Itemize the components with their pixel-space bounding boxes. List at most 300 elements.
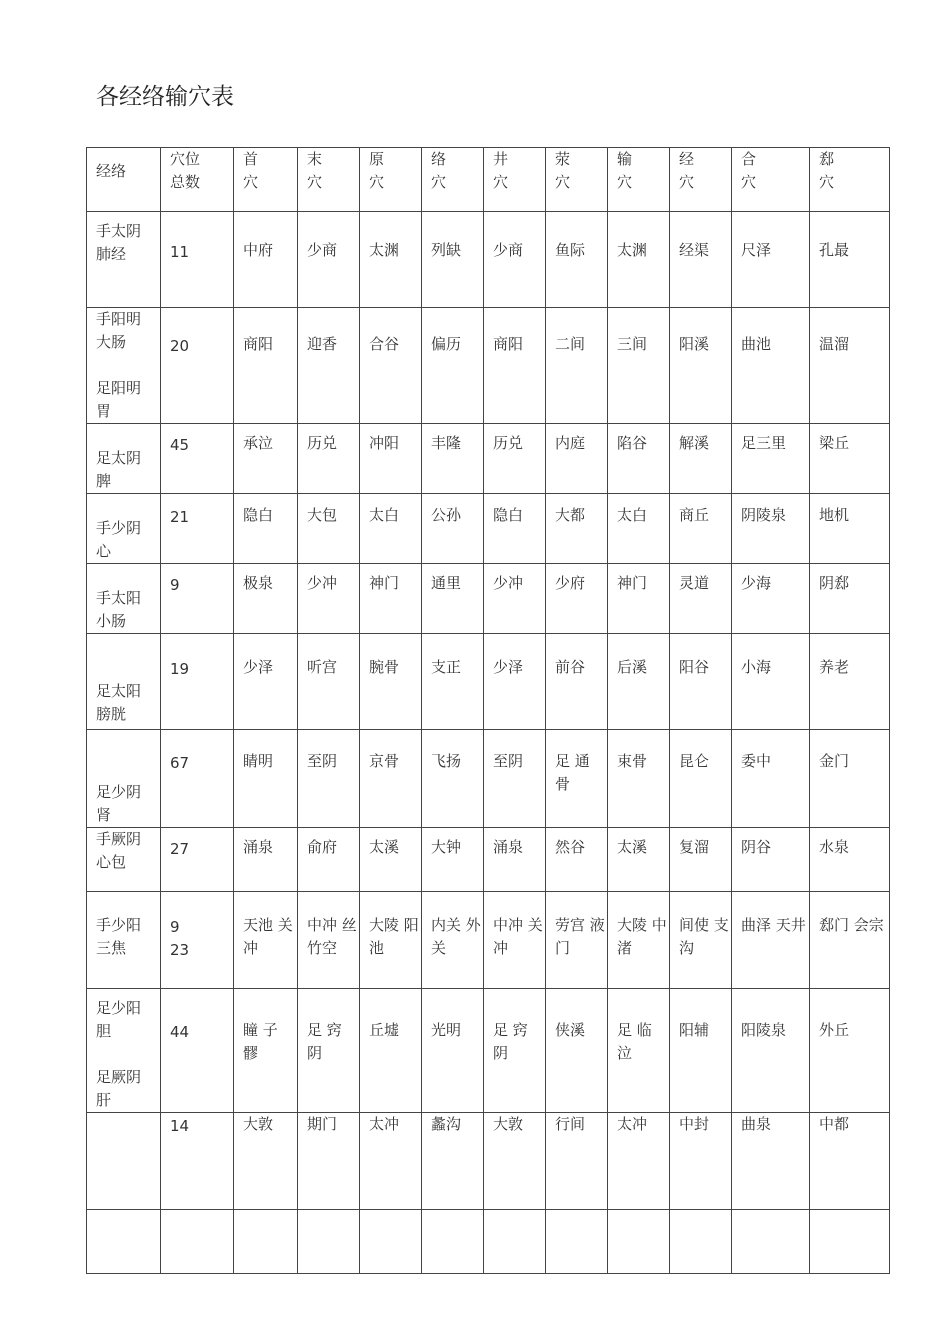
acupoint-cell — [298, 892, 360, 989]
meridian-name-line: 手太阴 — [96, 222, 142, 240]
table-row — [87, 634, 890, 730]
acupoint-cell-line: 太渊 — [369, 241, 400, 259]
acupoint-cell-line: 陷谷 — [617, 434, 648, 452]
meridian-name-line: 心 — [96, 542, 112, 560]
point-count-line: 9 — [170, 576, 180, 594]
meridian-name-line: 大肠 — [96, 333, 127, 351]
table-row — [87, 730, 890, 828]
acupoint-cell — [810, 564, 890, 634]
point-count-line: 45 — [170, 436, 190, 454]
acupoint-cell-line: 阳辅 — [679, 1021, 710, 1039]
acupoint-cell — [298, 634, 360, 730]
acupoint-cell-line: 合谷 — [369, 335, 400, 353]
meridian-name-line: 肾 — [96, 806, 112, 824]
acupoint-cell-line: 昆仑 — [679, 752, 710, 770]
acupoint-cell-line: 小海 — [741, 658, 772, 676]
header-col-line: 穴 — [741, 173, 757, 191]
acupoint-cell — [234, 989, 298, 1113]
acupoint-cell-line: 支正 — [431, 658, 462, 676]
meridian-name — [87, 730, 161, 828]
meridian-name-line: 足太阳 — [96, 682, 142, 700]
header-col-line: 原 — [369, 150, 385, 168]
acupoint-cell — [422, 828, 484, 892]
table-row — [87, 892, 890, 989]
acupoint-cell-line: 少商 — [307, 241, 338, 259]
acupoint-cell — [810, 730, 890, 828]
acupoint-cell — [298, 424, 360, 494]
acupoint-cell — [732, 424, 810, 494]
header-col — [422, 148, 484, 212]
header-col — [234, 148, 298, 212]
acupoint-cell — [608, 494, 670, 564]
point-count-line: 23 — [170, 941, 190, 959]
empty-cell — [546, 1210, 608, 1274]
table-row — [87, 494, 890, 564]
empty-cell — [810, 1210, 890, 1274]
acupoint-cell-line: 足 窍 阴 — [307, 1021, 342, 1062]
acupoint-cell-line: 历兑 — [493, 434, 524, 452]
meridian-name — [87, 989, 161, 1113]
acupoint-cell — [608, 564, 670, 634]
table-row — [87, 564, 890, 634]
header-count — [161, 148, 234, 212]
acupoint-cell-line: 行间 — [555, 1115, 586, 1133]
point-count — [161, 494, 234, 564]
meridian-name-line: 足太阴 — [96, 449, 142, 467]
acupoint-cell-line: 地机 — [819, 506, 850, 524]
page-title: 各经络输穴表 — [96, 84, 234, 110]
acupoint-cell — [360, 212, 422, 308]
acupoint-cell-line: 商阳 — [243, 335, 274, 353]
meridian-name — [87, 1113, 161, 1210]
acupoint-cell-line: 至阴 — [307, 752, 338, 770]
acupoint-cell-line: 承泣 — [243, 434, 274, 452]
acupoint-cell — [608, 212, 670, 308]
acupoint-cell-line: 太白 — [369, 506, 400, 524]
acupoint-cell — [422, 494, 484, 564]
acupoint-cell — [360, 564, 422, 634]
acupoint-cell — [298, 212, 360, 308]
acupoint-cell-line: 极泉 — [243, 574, 274, 592]
meridian-name-line: 足少阴 — [96, 783, 142, 801]
acupoint-cell — [234, 564, 298, 634]
acupoint-cell-line: 神门 — [617, 574, 648, 592]
acupoint-cell — [298, 828, 360, 892]
acupoint-cell-line: 神门 — [369, 574, 400, 592]
acupoint-cell — [608, 308, 670, 424]
acupoint-cell — [670, 892, 732, 989]
acupoint-cell-line: 至阴 — [493, 752, 524, 770]
empty-cell — [670, 1210, 732, 1274]
acupoint-cell-line: 俞府 — [307, 838, 338, 856]
point-count — [161, 564, 234, 634]
meridian-name-line: 足厥阴 — [96, 1068, 142, 1086]
meridian-name-line: 手阳明 — [96, 310, 142, 328]
header-col-line: 穴 — [617, 173, 633, 191]
meridian-name-line: 膀胱 — [96, 705, 127, 723]
meridian-name-line: 脾 — [96, 472, 112, 490]
acupoint-cell-line: 尺泽 — [741, 241, 772, 259]
acupoint-cell-line: 内关 外关 — [431, 916, 481, 957]
acupoint-cell — [422, 564, 484, 634]
empty-row — [87, 1210, 890, 1274]
acupoint-cell — [608, 989, 670, 1113]
acupoint-cell — [298, 730, 360, 828]
header-col — [608, 148, 670, 212]
acupoint-cell — [484, 828, 546, 892]
meridian-name-line: 心包 — [96, 853, 127, 871]
acupoint-cell-line: 二间 — [555, 335, 586, 353]
meridian-name-line — [96, 1043, 160, 1066]
acupoint-cell — [810, 1113, 890, 1210]
meridian-name — [87, 564, 161, 634]
meridian-name-line — [96, 657, 160, 680]
acupoint-cell-line: 阴陵泉 — [741, 506, 787, 524]
acupoint-cell-line: 孔最 — [819, 241, 850, 259]
header-col-line: 穴 — [307, 173, 323, 191]
acupoint-cell-line: 太白 — [617, 506, 648, 524]
header-col-line: 穴 — [679, 173, 695, 191]
header-meridian-line: 经络 — [96, 162, 127, 180]
point-count-line: 44 — [170, 1023, 190, 1041]
acupoint-cell — [298, 1113, 360, 1210]
acupoint-cell — [810, 494, 890, 564]
header-col — [546, 148, 608, 212]
acupoint-cell — [484, 308, 546, 424]
acupoint-cell-line: 阳谷 — [679, 658, 710, 676]
acupoint-cell — [484, 564, 546, 634]
acupoint-cell — [670, 634, 732, 730]
header-count-line: 总数 — [170, 173, 201, 191]
acupoint-cell — [670, 212, 732, 308]
table-row — [87, 212, 890, 308]
point-count-line: 20 — [170, 337, 190, 355]
acupoint-cell-line: 中冲 关冲 — [493, 916, 543, 957]
acupoint-cell — [546, 212, 608, 308]
acupoint-cell-line: 中冲 丝竹空 — [307, 916, 357, 957]
acupoint-cell — [422, 892, 484, 989]
empty-cell — [732, 1210, 810, 1274]
acupoint-cell — [360, 892, 422, 989]
acupoint-cell — [422, 730, 484, 828]
acupoint-cell-line: 少海 — [741, 574, 772, 592]
acupoint-cell — [670, 1113, 732, 1210]
acupoint-cell-line: 大陵 阳池 — [369, 916, 419, 957]
meridian-name-line: 肝 — [96, 1091, 112, 1109]
acupoint-cell-line: 冲阳 — [369, 434, 400, 452]
header-col — [670, 148, 732, 212]
acupoint-cell — [298, 564, 360, 634]
empty-cell — [484, 1210, 546, 1274]
acupoint-cell-line: 阳陵泉 — [741, 1021, 787, 1039]
acupoint-cell-line: 中都 — [819, 1115, 850, 1133]
acupoint-cell-line: 解溪 — [679, 434, 710, 452]
acupoint-cell — [608, 828, 670, 892]
point-count — [161, 828, 234, 892]
acupoint-cell — [670, 730, 732, 828]
acupoint-cell — [546, 892, 608, 989]
acupoint-cell-line: 足三里 — [741, 434, 787, 452]
meridian-name-line: 手厥阴 — [96, 830, 142, 848]
header-col-line: 穴 — [431, 173, 447, 191]
acupoint-cell-line: 腕骨 — [369, 658, 400, 676]
acupoint-cell — [360, 424, 422, 494]
acupoint-cell — [484, 424, 546, 494]
acupoint-cell-line: 曲泽 天井 — [741, 916, 806, 934]
header-col — [360, 148, 422, 212]
acupoint-cell-line: 三间 — [617, 335, 648, 353]
meridian-name-line: 三焦 — [96, 939, 127, 957]
acupoint-cell-line: 内庭 — [555, 434, 586, 452]
acupoint-cell — [234, 494, 298, 564]
meridian-name-line: 手少阳 — [96, 916, 142, 934]
acupoint-cell — [360, 494, 422, 564]
point-count — [161, 212, 234, 308]
acupoint-cell-line: 列缺 — [431, 241, 462, 259]
acupoint-cell-line: 阳溪 — [679, 335, 710, 353]
point-count-line: 9 — [170, 918, 180, 936]
meridian-name — [87, 892, 161, 989]
acupoint-cell — [670, 308, 732, 424]
point-count — [161, 308, 234, 424]
acupoint-cell-line: 中封 — [679, 1115, 710, 1133]
acupoint-cell — [810, 989, 890, 1113]
acupoint-cell-line: 公孙 — [431, 506, 462, 524]
acupoint-cell — [546, 424, 608, 494]
acupoint-cell-line: 曲池 — [741, 335, 772, 353]
acupoint-cell — [234, 424, 298, 494]
meridian-name-line — [96, 424, 160, 447]
acupoint-cell-line: 大包 — [307, 506, 338, 524]
acupoint-cell — [732, 634, 810, 730]
acupoint-cell — [810, 828, 890, 892]
acupoint-cell-line: 侠溪 — [555, 1021, 586, 1039]
acupoint-cell-line: 外丘 — [819, 1021, 850, 1039]
acupoint-cell-line: 束骨 — [617, 752, 648, 770]
point-count — [161, 1113, 234, 1210]
acupoint-cell — [360, 1113, 422, 1210]
meridian-name-line: 足少阳 — [96, 999, 142, 1017]
header-col-line: 络 — [431, 150, 447, 168]
table-row — [87, 828, 890, 892]
acupoint-cell-line: 金门 — [819, 752, 850, 770]
empty-cell — [87, 1210, 161, 1274]
acupoint-cell-line: 郄门 会宗 — [819, 916, 884, 934]
acupoint-cell — [732, 1113, 810, 1210]
header-col-line: 郄 — [819, 150, 835, 168]
acupoint-cell — [360, 989, 422, 1113]
header-col — [810, 148, 890, 212]
meridian-name-line: 手太阳 — [96, 589, 142, 607]
acupoint-cell-line: 少府 — [555, 574, 586, 592]
empty-cell — [360, 1210, 422, 1274]
acupoint-cell-line: 隐白 — [243, 506, 274, 524]
acupoint-cell — [422, 1113, 484, 1210]
header-col-line: 井 — [493, 150, 509, 168]
acupoint-cell-line: 丘墟 — [369, 1021, 400, 1039]
point-count-line: 14 — [170, 1117, 190, 1135]
acupoint-cell — [732, 494, 810, 564]
acupoint-cell — [732, 564, 810, 634]
acupoint-cell-line: 太溪 — [369, 838, 400, 856]
table-row — [87, 424, 890, 494]
acupoint-cell-line: 商丘 — [679, 506, 710, 524]
acupoint-cell — [608, 730, 670, 828]
acupoint-cell — [422, 308, 484, 424]
acupoint-cell — [546, 634, 608, 730]
acupoint-cell — [360, 730, 422, 828]
acupoint-cell — [360, 828, 422, 892]
acupoint-cell-line: 睛明 — [243, 752, 274, 770]
acupoint-cell — [298, 308, 360, 424]
acupoint-cell-line: 京骨 — [369, 752, 400, 770]
acupoint-cell-line: 大敦 — [493, 1115, 524, 1133]
acupoint-cell — [484, 730, 546, 828]
acupoint-cell-line: 复溜 — [679, 838, 710, 856]
header-col-line: 首 — [243, 150, 259, 168]
acupoint-cell-line: 涌泉 — [243, 838, 274, 856]
acupoint-cell-line: 曲泉 — [741, 1115, 772, 1133]
acupoint-cell — [484, 1113, 546, 1210]
acupoint-cell-line: 通里 — [431, 574, 462, 592]
acupoint-cell-line: 劳宫 液门 — [555, 916, 605, 957]
meridian-name — [87, 212, 161, 308]
empty-cell — [608, 1210, 670, 1274]
empty-cell — [234, 1210, 298, 1274]
header-col-line: 穴 — [243, 173, 259, 191]
acupoint-cell — [732, 212, 810, 308]
acupoint-cell-line: 商阳 — [493, 335, 524, 353]
acupoint-cell-line: 期门 — [307, 1115, 338, 1133]
point-count-line: 27 — [170, 840, 190, 858]
acupoint-cell-line: 温溜 — [819, 335, 850, 353]
acupoint-cell-line: 丰隆 — [431, 434, 462, 452]
acupoint-cell-line: 太渊 — [617, 241, 648, 259]
acupoint-cell-line: 涌泉 — [493, 838, 524, 856]
meridian-name-line: 胆 — [96, 1022, 112, 1040]
acupoint-cell-line: 飞扬 — [431, 752, 462, 770]
acupoint-cell — [810, 892, 890, 989]
acupoint-cell-line: 少泽 — [243, 658, 274, 676]
meridian-name-line — [96, 354, 160, 377]
meridian-name-line: 足阳明 — [96, 379, 142, 397]
acupoint-cell — [234, 828, 298, 892]
acupoint-table — [86, 147, 890, 1274]
acupoint-cell-line: 梁丘 — [819, 434, 850, 452]
acupoint-cell-line: 大钟 — [431, 838, 462, 856]
acupoint-cell-line: 大都 — [555, 506, 586, 524]
acupoint-cell — [732, 989, 810, 1113]
acupoint-cell — [608, 634, 670, 730]
acupoint-cell-line: 迎香 — [307, 335, 338, 353]
meridian-name-line — [96, 1113, 160, 1136]
acupoint-cell — [546, 828, 608, 892]
acupoint-cell — [484, 989, 546, 1113]
empty-cell — [161, 1210, 234, 1274]
header-col-line: 穴 — [369, 173, 385, 191]
meridian-name-line — [96, 634, 160, 657]
table-row — [87, 989, 890, 1113]
acupoint-cell — [670, 989, 732, 1113]
meridian-name-line: 小肠 — [96, 612, 127, 630]
acupoint-cell — [484, 494, 546, 564]
header-col-line: 穴 — [493, 173, 509, 191]
acupoint-cell-line: 足 临 泣 — [617, 1021, 652, 1062]
acupoint-cell-line: 少商 — [493, 241, 524, 259]
acupoint-cell-line: 养老 — [819, 658, 850, 676]
acupoint-cell — [670, 828, 732, 892]
acupoint-cell — [732, 828, 810, 892]
acupoint-cell — [422, 424, 484, 494]
acupoint-cell-line: 阴郄 — [819, 574, 850, 592]
acupoint-cell-line: 中府 — [243, 241, 274, 259]
header-col-line: 荥 — [555, 150, 571, 168]
acupoint-cell-line: 太冲 — [617, 1115, 648, 1133]
acupoint-cell — [608, 892, 670, 989]
acupoint-cell-line: 后溪 — [617, 658, 648, 676]
acupoint-cell-line: 鱼际 — [555, 241, 586, 259]
acupoint-cell-line: 偏历 — [431, 335, 462, 353]
acupoint-cell-line: 太溪 — [617, 838, 648, 856]
acupoint-cell — [546, 730, 608, 828]
acupoint-cell-line: 委中 — [741, 752, 772, 770]
acupoint-cell-line: 太冲 — [369, 1115, 400, 1133]
acupoint-cell — [546, 989, 608, 1113]
acupoint-cell — [360, 308, 422, 424]
meridian-name-line — [96, 758, 160, 781]
acupoint-cell-line: 然谷 — [555, 838, 586, 856]
acupoint-cell-line: 水泉 — [819, 838, 850, 856]
acupoint-cell-line: 天池 关冲 — [243, 916, 293, 957]
acupoint-cell — [810, 634, 890, 730]
acupoint-cell — [810, 308, 890, 424]
header-col — [484, 148, 546, 212]
header-meridian — [87, 148, 161, 212]
acupoint-cell — [732, 730, 810, 828]
acupoint-cell-line: 足 窍 阴 — [493, 1021, 528, 1062]
acupoint-cell — [234, 892, 298, 989]
meridian-name — [87, 828, 161, 892]
acupoint-cell-line: 足 通 骨 — [555, 752, 590, 793]
acupoint-cell-line: 灵道 — [679, 574, 710, 592]
acupoint-cell-line: 蠡沟 — [431, 1115, 462, 1133]
acupoint-cell — [422, 634, 484, 730]
acupoint-cell-line: 经渠 — [679, 241, 710, 259]
meridian-name-line: 肺经 — [96, 245, 127, 263]
acupoint-cell-line: 隐白 — [493, 506, 524, 524]
acupoint-cell — [422, 212, 484, 308]
acupoint-cell — [298, 494, 360, 564]
header-col — [732, 148, 810, 212]
meridian-name-line: 手少阴 — [96, 519, 142, 537]
acupoint-cell — [360, 634, 422, 730]
acupoint-cell — [234, 308, 298, 424]
acupoint-cell — [670, 494, 732, 564]
point-count — [161, 424, 234, 494]
point-count — [161, 730, 234, 828]
acupoint-cell-line: 前谷 — [555, 658, 586, 676]
point-count — [161, 989, 234, 1113]
acupoint-cell-line: 少泽 — [493, 658, 524, 676]
acupoint-cell — [234, 730, 298, 828]
acupoint-cell — [484, 634, 546, 730]
meridian-name — [87, 634, 161, 730]
acupoint-cell-line: 阴谷 — [741, 838, 772, 856]
point-count-line: 19 — [170, 660, 190, 678]
acupoint-cell — [670, 564, 732, 634]
acupoint-cell-line: 听宫 — [307, 658, 338, 676]
acupoint-cell — [484, 892, 546, 989]
